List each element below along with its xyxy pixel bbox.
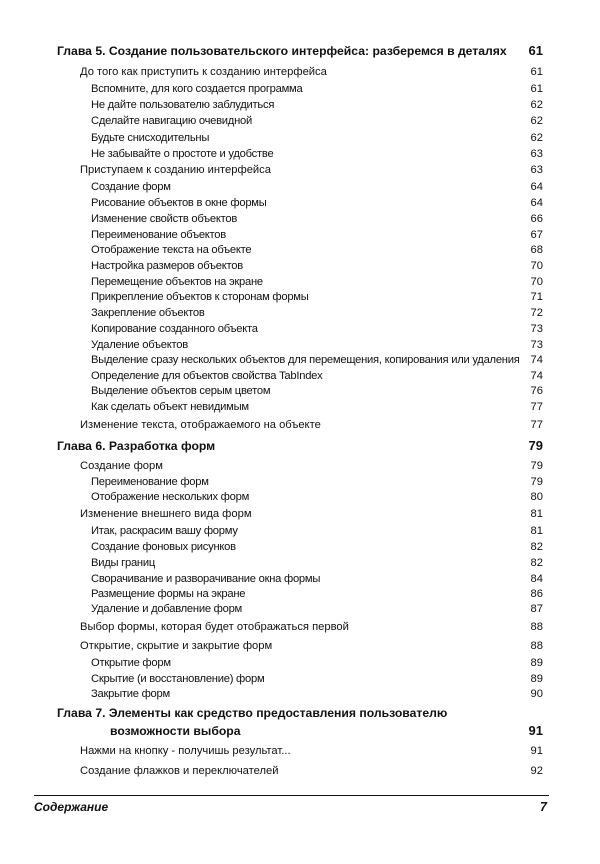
toc-page: 88 <box>530 640 543 652</box>
toc-page: 73 <box>530 323 543 335</box>
toc-subsection <box>0 227 600 243</box>
toc-section <box>0 417 600 433</box>
toc-page: 66 <box>530 213 543 225</box>
toc-page: 74 <box>530 354 543 366</box>
toc-page: 61 <box>528 43 543 58</box>
toc-page: 63 <box>530 164 543 176</box>
toc-subsection <box>0 571 600 587</box>
toc-title: Вспомните, для кого создается программа <box>91 83 303 95</box>
toc-title: Изменение свойств объектов <box>91 213 238 225</box>
toc-page: 80 <box>530 491 543 503</box>
toc-subsection <box>0 81 600 97</box>
toc-page: 74 <box>530 370 543 382</box>
toc-section <box>0 763 600 779</box>
toc-page: 76 <box>530 385 543 397</box>
toc-subsection <box>0 179 600 195</box>
toc-page: 79 <box>530 476 543 488</box>
toc-subsection <box>0 671 600 687</box>
toc-title: Открытие, скрытие и закрытие форм <box>80 640 273 652</box>
toc-page: 81 <box>530 525 543 537</box>
toc-title: Удаление объектов <box>91 339 188 351</box>
toc-section <box>0 458 600 474</box>
toc-title: Переименование форм <box>91 476 209 488</box>
toc-page: 79 <box>530 460 543 472</box>
toc-page: 89 <box>530 657 543 669</box>
toc-title: Не забывайте о простоте и удобстве <box>91 148 274 160</box>
toc-page: 70 <box>530 260 543 272</box>
toc-page: 88 <box>530 621 543 633</box>
toc-page: 63 <box>530 148 543 160</box>
toc-title: Нажми на кнопку - получишь результат... <box>80 745 291 757</box>
toc-title: Сворачивание и разворачивание окна формы <box>91 573 321 585</box>
toc-page: 84 <box>530 573 543 585</box>
toc-title: Прикрепление объектов к сторонам формы <box>91 291 309 303</box>
toc-title: Настройка размеров объектов <box>91 260 243 272</box>
toc-title: Создание форм <box>91 181 171 193</box>
toc-title: Отображение нескольких форм <box>91 491 250 503</box>
toc-title: Изменение внешнего вида форм <box>80 508 252 520</box>
toc-chapter-continuation <box>0 723 600 739</box>
toc-title: Выделение сразу нескольких объектов для перемещения, копирования или удаления <box>91 354 520 366</box>
toc-title: Глава 5. Создание пользовательского интерфейса: разберемся в деталях <box>57 44 507 58</box>
toc-subsection <box>0 258 600 274</box>
toc-page: 64 <box>530 197 543 209</box>
toc-page: 61 <box>530 66 543 78</box>
toc-subsection <box>0 555 600 571</box>
toc-title: Выделение объектов серым цветом <box>91 385 271 397</box>
toc-title: Глава 7. Элементы как средство предоставления пользователю <box>57 706 448 720</box>
toc-subsection <box>0 474 600 490</box>
toc-title: Отображение текста на объекте <box>91 244 252 256</box>
toc-section <box>0 506 600 522</box>
toc-page: 92 <box>530 765 543 777</box>
toc-subsection <box>0 686 600 702</box>
toc-chapter <box>0 43 600 59</box>
toc-title: Рисование объектов в окне формы <box>91 197 267 209</box>
toc-page: 64 <box>530 181 543 193</box>
toc-title: Приступаем к созданию интерфейса <box>80 164 271 176</box>
toc-title: Удаление и добавление форм <box>91 603 243 615</box>
toc-page: 70 <box>530 276 543 288</box>
toc-title: Изменение текста, отображаемого на объекте <box>80 419 321 431</box>
toc-subsection <box>0 97 600 113</box>
toc-section <box>0 619 600 635</box>
toc-title: Закрепление объектов <box>91 307 205 319</box>
toc-page: 72 <box>530 307 543 319</box>
toc-page: 62 <box>530 115 543 127</box>
toc-page: 82 <box>530 557 543 569</box>
toc-title: Как сделать объект невидимым <box>91 401 249 413</box>
toc-subsection <box>0 352 600 368</box>
toc-subsection <box>0 305 600 321</box>
toc-title: Скрытие (и восстановление) форм <box>91 673 265 685</box>
toc-subsection <box>0 399 600 415</box>
toc-subsection <box>0 523 600 539</box>
toc-title: Итак, раскрасим вашу форму <box>91 525 238 537</box>
footer-divider <box>34 795 549 796</box>
toc-page: 90 <box>530 688 543 700</box>
toc-page: 71 <box>530 291 543 303</box>
toc-title: Переименование объектов <box>91 229 226 241</box>
toc-title: Виды границ <box>91 557 155 569</box>
toc-page: 81 <box>530 508 543 520</box>
toc-title: Сделайте навигацию очевидной <box>91 115 252 127</box>
toc-subsection <box>0 113 600 129</box>
toc-title: Копирование созданного объекта <box>91 323 258 335</box>
toc-subsection <box>0 274 600 290</box>
toc-subsection <box>0 586 600 602</box>
toc-section <box>0 638 600 654</box>
toc-page: 61 <box>530 83 543 95</box>
toc-subsection <box>0 289 600 305</box>
toc-subsection <box>0 337 600 353</box>
toc-subsection <box>0 383 600 399</box>
toc-page: 62 <box>530 132 543 144</box>
toc-title: Открытие форм <box>91 657 171 669</box>
toc-section <box>0 162 600 178</box>
toc-subsection <box>0 601 600 617</box>
toc-subsection <box>0 489 600 505</box>
toc-subsection <box>0 368 600 384</box>
toc-subsection <box>0 539 600 555</box>
toc-title: возможности выбора <box>110 724 241 738</box>
toc-subsection <box>0 130 600 146</box>
toc-subsection <box>0 655 600 671</box>
toc-subsection <box>0 242 600 258</box>
toc-title: Размещение формы на экране <box>91 588 246 600</box>
toc-title: Создание флажков и переключателей <box>80 765 279 777</box>
toc-title: Выбор формы, которая будет отображаться первой <box>80 621 349 633</box>
toc-page: 87 <box>530 603 543 615</box>
toc-chapter <box>0 438 600 454</box>
toc-page: 77 <box>530 419 543 431</box>
toc-section <box>0 743 600 759</box>
toc-page: 62 <box>530 99 543 111</box>
toc-chapter <box>0 705 600 721</box>
toc-title: До того как приступить к созданию интерфейса <box>80 66 327 78</box>
toc-page: 82 <box>530 541 543 553</box>
toc-title: Будьте снисходительны <box>91 132 210 144</box>
toc-page: 91 <box>528 723 543 738</box>
toc-page: 73 <box>530 339 543 351</box>
toc-subsection <box>0 211 600 227</box>
toc-title: Создание фоновых рисунков <box>91 541 236 553</box>
toc-page: 79 <box>528 438 543 453</box>
toc-subsection <box>0 195 600 211</box>
toc-title: Не дайте пользователю заблудиться <box>91 99 275 111</box>
page-number: 7 <box>540 800 547 814</box>
toc-title: Создание форм <box>80 460 163 472</box>
toc-title: Перемещение объектов на экране <box>91 276 263 288</box>
toc-title: Закрытие форм <box>91 688 170 700</box>
toc-page: 86 <box>530 588 543 600</box>
toc-title: Глава 6. Разработка форм <box>57 439 216 453</box>
toc-section <box>0 64 600 80</box>
running-footer-title: Содержание <box>34 800 109 814</box>
toc-page: 91 <box>530 745 543 757</box>
toc-page: 67 <box>530 229 543 241</box>
toc-subsection <box>0 146 600 162</box>
toc-page: 77 <box>530 401 543 413</box>
toc-page: 68 <box>530 244 543 256</box>
toc-page: 89 <box>530 673 543 685</box>
toc-title: Определение для объектов свойства TabIndex <box>91 370 323 382</box>
toc-subsection <box>0 321 600 337</box>
